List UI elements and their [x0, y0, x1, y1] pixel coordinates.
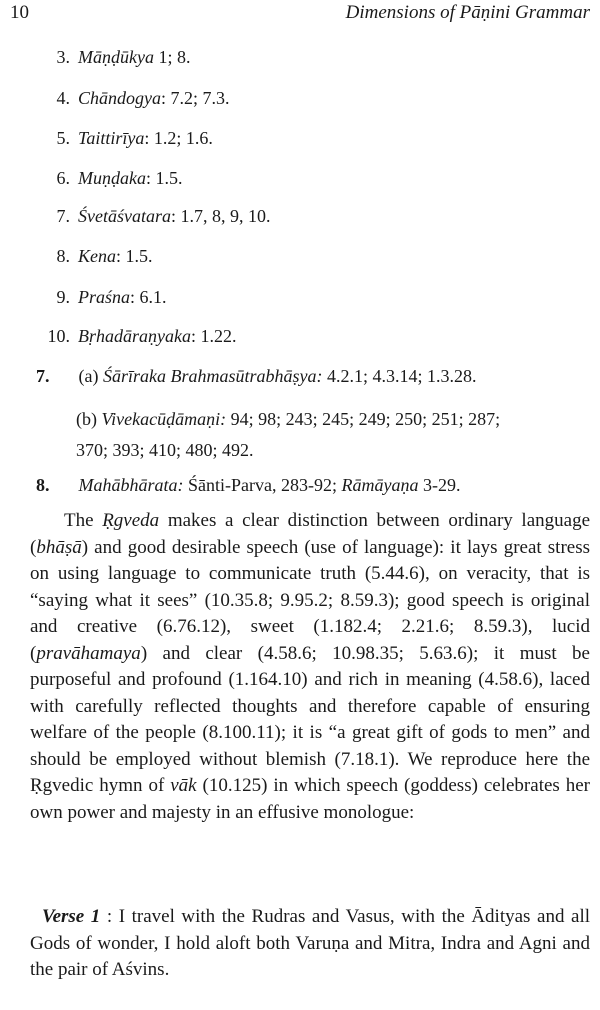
italic-term: vāk: [170, 775, 197, 796]
list-item: [34, 206, 271, 227]
item-title: Śārīraka Brahmasūtrabhāṣya:: [102, 366, 323, 386]
item-refs: : 1.5.: [145, 168, 183, 188]
item-title: Bṛhadāraṇyaka: [78, 326, 191, 346]
item-refs: : 6.1.: [130, 287, 167, 307]
item-refs: 1; 8.: [153, 47, 191, 67]
italic-term: pravāhamaya: [36, 642, 141, 664]
list-item-7: [36, 366, 477, 387]
list-item: [34, 326, 237, 347]
list-item: [34, 168, 183, 189]
item-refs-cont: 370; 393; 410; 480; 492.: [76, 440, 254, 460]
body-paragraph: [30, 508, 590, 826]
item-title: Kena: [78, 246, 116, 266]
item-refs: : 7.2; 7.3.: [161, 88, 230, 108]
italic-term: Ṛgveda: [102, 510, 160, 531]
item-title: Taittirīya: [78, 128, 145, 148]
text-run: (10.125) in which speech (goddess) celebrates her own power and majesty in an effusive monologue:: [30, 775, 590, 823]
item-refs: 94; 98; 243; 245; 249; 250; 251; 287;: [226, 409, 501, 429]
item-title: Śvetāśvatara: [78, 206, 171, 226]
item-text-2: 3-29.: [418, 475, 461, 495]
list-item-8: [36, 475, 460, 496]
verse-label: Verse 1: [42, 906, 101, 927]
list-item: [34, 128, 213, 149]
item-number: 8.: [56, 246, 70, 266]
list-item: [34, 88, 230, 109]
italic-term: bhāṣā: [36, 536, 82, 558]
list-item: [34, 47, 191, 68]
verse-paragraph: [30, 904, 590, 984]
item-number: 8.: [36, 475, 50, 495]
sub-label-b: (b): [76, 409, 102, 429]
list-item: [34, 246, 153, 267]
item-number: 3.: [56, 47, 70, 67]
text-run: makes a clear distinction between ordinary language (: [30, 510, 590, 558]
item-number: 6.: [56, 168, 70, 188]
text-run: The: [64, 510, 103, 531]
item-title: Chāndogya: [78, 88, 161, 108]
item-refs: : 1.5.: [116, 246, 153, 266]
item-title: Vivekacūḍāmaṇi:: [101, 409, 227, 429]
page-number: 10: [10, 2, 29, 23]
item-number: 7.: [36, 366, 50, 386]
text-run: ) and good desirable speech (use of language): it lays great stress on using language to communicate truth (5.44.6), on veracity, that is “saying what it sees” (10.35.8; 9.95.2; 8.59.3); good speech is original and creative (6.76.12), sweet (1.182.4; 2.21.6; 8.59.3), lucid (: [30, 536, 590, 664]
list-item-7b: [76, 404, 588, 466]
item-refs: : 1.2; 1.6.: [144, 128, 213, 148]
item-number: 4.: [56, 88, 70, 108]
item-number: 7.: [56, 206, 70, 226]
sub-label-a: (a): [78, 366, 103, 386]
item-number: 10.: [47, 326, 70, 346]
item-title: Praśna: [78, 287, 131, 307]
running-title: Dimensions of Pāṇini Grammar: [345, 2, 590, 23]
page-header: [10, 2, 590, 32]
item-number: 5.: [56, 128, 70, 148]
item-refs: : 1.7, 8, 9, 10.: [170, 206, 271, 226]
item-refs: : 1.22.: [190, 326, 237, 346]
item-title: Mahābhārata:: [78, 475, 184, 495]
item-title-2: Rāmāyaṇa: [341, 475, 419, 495]
item-title: Muṇḍaka: [78, 168, 146, 188]
item-refs: 4.2.1; 4.3.14; 1.3.28.: [322, 366, 477, 386]
verse-text: : I travel with the Rudras and Vasus, with the Ādityas and all Gods of wonder, I hold aloft both Varuṇa and Mitra, Indra and Agni and the pair of Aśvins.: [30, 906, 590, 980]
item-text: Śānti-Parva, 283-92;: [183, 475, 342, 495]
text-run: ) and clear (4.58.6; 10.98.35; 5.63.6); it must be purposeful and profound (1.164.10) and rich in meaning (4.58.6), laced with carefully reflected thoughts and therefore capable of ensuring welfare of the people (8.100.11); it is “a great gift of gods to men” and should be employed without blemish (7.18.1). We reproduce here the Ṛgvedic hymn of: [30, 642, 590, 796]
list-item: [34, 287, 167, 308]
item-title: Māṇḍūkya: [78, 47, 154, 67]
item-number: 9.: [56, 287, 70, 307]
